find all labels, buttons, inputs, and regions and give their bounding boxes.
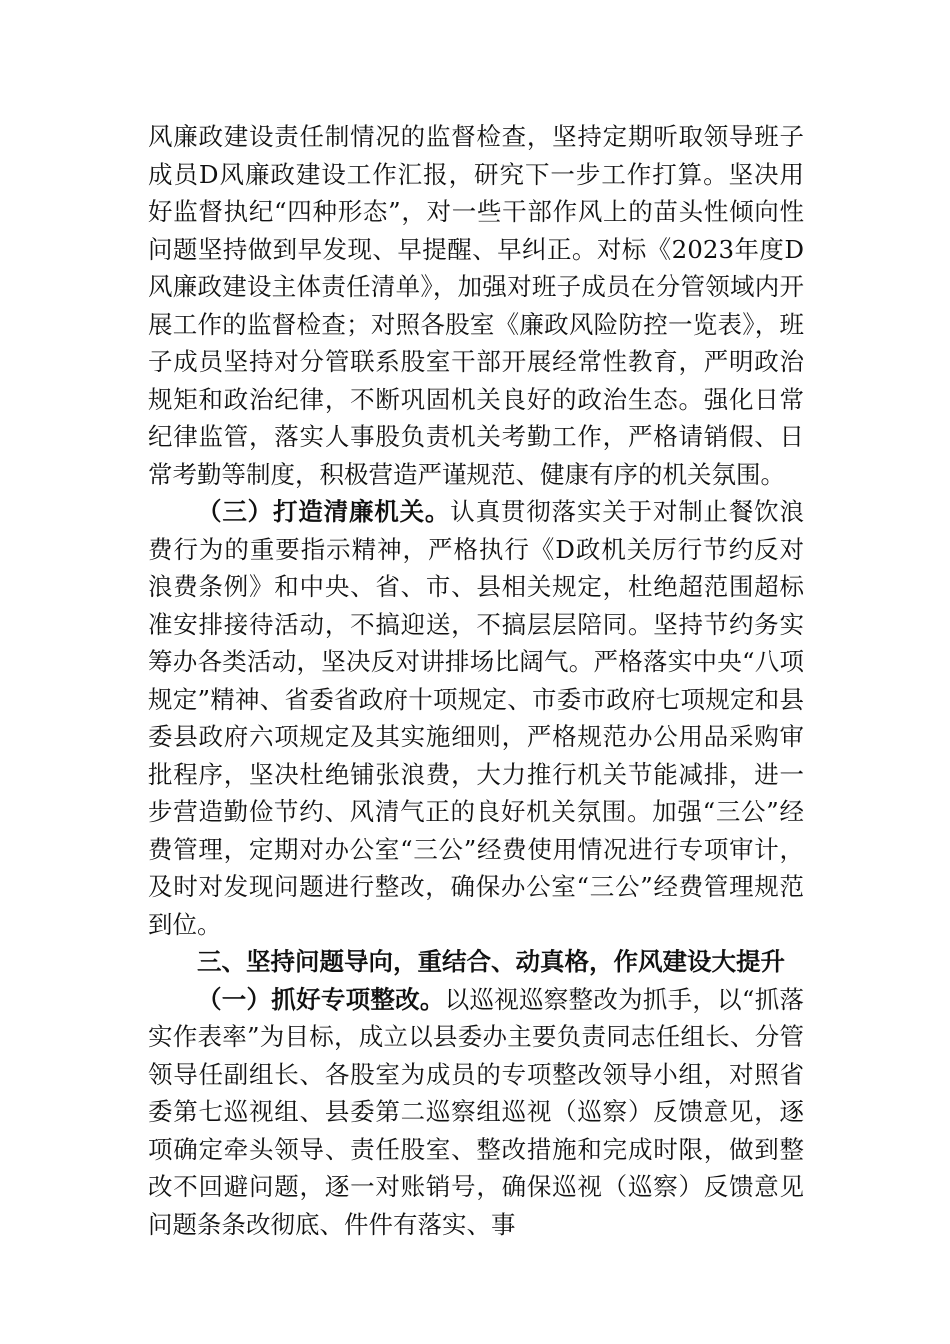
- paragraph-text: 以巡视巡察整改为抓手，以“抓落实作表率”为目标，成立以县委办主要负责同志任组长、分管领导任副组长、各股室为成员的专项整改领导小组，对照省委第七巡视组、县委第二巡察组巡视（巡察）反馈意见，逐项确定牵头领导、责任股室、整改措施和完成时限，做到整改不回避问题，逐一对账销号，确保巡视（巡察）反馈意见问题条条改彻底、件件有落实、事: [148, 984, 805, 1239]
- paragraph-continued: [148, 118, 804, 493]
- section-heading: 三、坚持问题导向，重结合、动真格，作风建设大提升: [197, 947, 785, 976]
- paragraph-special-rectification: [148, 981, 804, 1244]
- paragraph-lead-heading: （三）打造清廉机关。: [197, 497, 451, 526]
- paragraph-lead-heading: （一）抓好专项整改。: [197, 984, 445, 1014]
- paragraph-clean-organ: [148, 493, 804, 943]
- document-body: [148, 118, 804, 1243]
- paragraph-text: 风廉政建设责任制情况的监督检查，坚持定期听取领导班子成员D风廉政建设工作汇报，研究下一步工作打算。坚决用好监督执纪“四种形态”，对一些干部作风上的苗头性倾向性问题坚持做到早发现、早提醒、早纠正。对标《2023年度D风廉政建设主体责任清单》，加强对班子成员在分管领域内开展工作的监督检查；对照各股室《廉政风险防控一览表》，班子成员坚持对分管联系股室干部开展经常性教育，严明政治规矩和政治纪律，不断巩固机关良好的政治生态。强化日常纪律监管，落实人事股负责机关考勤工作，严格请销假、日常考勤等制度，积极营造严谨规范、健康有序的机关氛围。: [148, 122, 804, 489]
- paragraph-text: 认真贯彻落实关于对制止餐饮浪费行为的重要指示精神，严格执行《D政机关厉行节约反对浪费条例》和中央、省、市、县相关规定，杜绝超范围超标准安排接待活动，不搞迎送，不搞层层陪同。坚持节约务实筹办各类活动，坚决反对讲排场比阔气。严格落实中央“八项规定”精神、省委省政府十项规定、市委市政府七项规定和县委县政府六项规定及其实施细则，严格规范办公用品采购审批程序，坚决杜绝铺张浪费，大力推行机关节能减排，进一步营造勤俭节约、风清气正的良好机关氛围。加强“三公”经费管理，定期对办公室“三公”经费使用情况进行专项审计，及时对发现问题进行整改，确保办公室“三公”经费管理规范到位。: [148, 497, 805, 939]
